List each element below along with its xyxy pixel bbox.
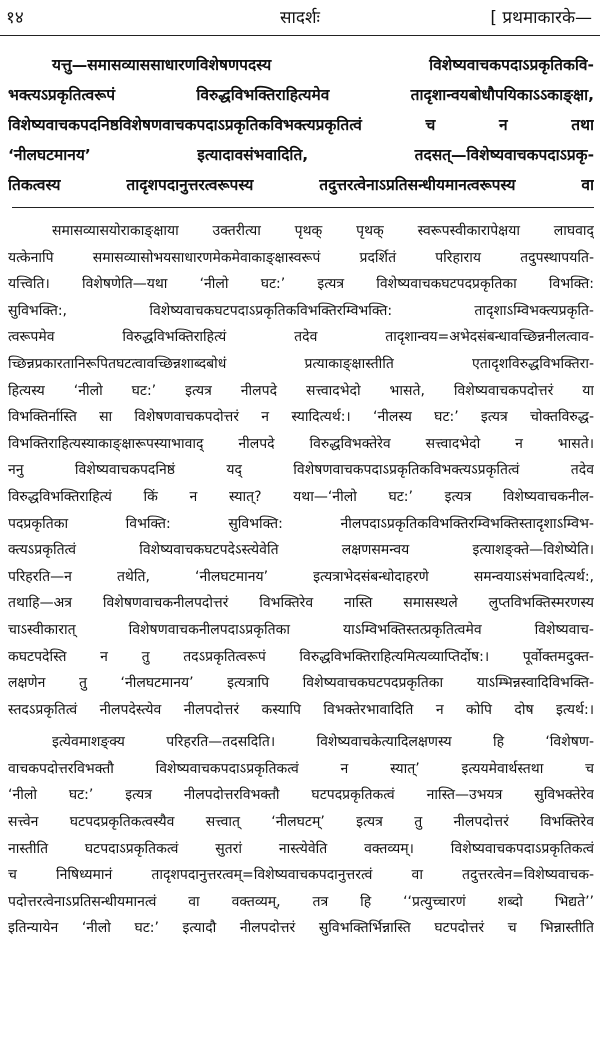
verse-line: ‘नीलघटमानय’ इत्यादावसंभवादिति, तदसत्—विशेष्यवाचकपदाऽप्रकृ- — [8, 146, 594, 164]
commentary-line: पदोत्तरत्वेनाऽप्रतिसन्धीयमानत्वं वा वक्तव्यम्, तत्र हि ‘‘प्रत्युच्चारणं शब्दो भिद्यते’’ — [8, 893, 594, 910]
commentary-line: हित्यस्य ‘नीलो घट:’ इत्यत्र नीलपदे सत्त्वादभेदो भासते, विशेष्यवाचकपदोत्तरं या — [8, 382, 594, 399]
commentary-line: विरुद्धविभक्तिराहित्यं किं न स्यात्? यथा—‘नीलो घट:’ इत्यत्र विशेष्यवाचकनील- — [8, 488, 594, 505]
commentary-line: कघटपदेस्ति न तु तदऽप्रकृतित्वरूपं विरुद्धविभक्तिराहित्यमित्यव्याप्तिर्दोष:। पूर्वोक्तमदुक्त- — [8, 648, 594, 665]
commentary-line: ननु विशेष्यवाचकपदनिष्ठं यद् विशेषणवाचकपदाऽप्रकृतिकविभक्त्यऽप्रकृतित्वं तदेव — [8, 462, 594, 479]
commentary-line: ‘नीलो घट:’ इत्यत्र नीलपदोत्तरविभक्तौ घटपदप्रकृतिकत्वं नास्ति—उभयत्र सुविभक्तेरेव — [8, 787, 594, 804]
commentary-line: वाचकपदोत्तरविभक्तौ विशेष्यवाचकपदाऽप्रकृतिकत्वं न स्यात्’ इत्ययमेवार्थस्तथा च — [8, 760, 594, 777]
commentary-line: यत्त्विति। विशेषणेति—यथा ‘नीलो घट:’ इत्यत्र विशेष्यवाचकघटपदप्रकृतिका विभक्ति: — [8, 276, 594, 293]
commentary-line: चाऽस्वीकारात् विशेषणवाचकनीलपदाऽप्रकृतिका याऽम्विभक्तिस्तत्प्रकृतित्वमेव विशेष्यवाच- — [8, 621, 594, 638]
verse-line: भक्त्यऽप्रकृतित्वरूपं विरुद्धविभक्तिराहित्यमेव तादृशान्वयबोधौपयिकाऽऽकाङ्क्षा, — [8, 86, 594, 104]
verse-line: विशेष्यवाचकपदनिष्ठविशेषणवाचकपदाऽप्रकृतिकविभक्त्यप्रकृतित्वं च न तथा — [8, 116, 594, 134]
commentary-line: इत्येवमाशङ्क्य परिहरति—तदसदिति। विशेष्यवाचकेत्यादिलक्षणस्य हि ‘विशेषण- — [52, 734, 594, 751]
commentary-line: क्त्यऽप्रकृतित्वं विशेष्यवाचकघटपदेऽस्त्येवेति लक्षणसमन्वय इत्याशङ्क्ते—विशेष्येति। — [8, 542, 594, 559]
commentary-line: विभक्तिराहित्यस्याकाङ्क्षारूपस्याभावाद् नीलपदे विरुद्धविभक्तेरेव सत्त्वादभेदो न भासते। — [8, 435, 594, 452]
verse-line: तिकत्वस्य तादृशपदानुत्तरत्वरूपस्य तदुत्तरत्वेनाऽप्रतिसन्धीयमानत्वरूपस्य वा — [8, 176, 594, 194]
header-section: [ प्रथमाकारके— — [490, 8, 592, 28]
commentary-line: च्छिन्नप्रकारतानिरूपितघटत्वावच्छिन्नशाब्दबोधं प्रत्याकाङ्क्षास्तीति एतादृशविरुद्धविभक्तिरा- — [8, 355, 594, 372]
commentary-line: लक्षणेन तु ‘नीलघटमानय’ इत्यत्रापि विशेष्यवाचकघटपदप्रकृतिका याऽम्भिन्नस्वादिविभक्ति- — [8, 675, 594, 692]
commentary-line: तथाहि—अत्र विशेषणवाचकनीलपदोत्तरं विभक्तिरेव नास्ति समासस्थले लुप्तविभक्तिस्मरणस्य — [8, 595, 594, 612]
verse-line: यत्तु—समासव्याससाधारणविशेषणपदस्य विशेष्यवाचकपदाऽप्रकृतिकवि- — [52, 56, 594, 74]
section-divider — [12, 207, 594, 208]
commentary-paragraph-1 — [8, 218, 594, 723]
commentary-line: यत्केनापि समासव्यासोभयसाधारणमेकमेवाकाङ्क्षास्वरूपं प्रदर्शितं परिहाराय तदुपस्थापयति- — [8, 249, 594, 266]
commentary-line: स्तदऽप्रकृतित्वं नीलपदेस्त्येव नीलपदोत्तरं कस्यापि विभक्तेरभावादिति न कोपि दोष इत्यर्थ:। — [8, 701, 594, 718]
commentary-block — [8, 218, 594, 942]
commentary-paragraph-2 — [8, 729, 594, 942]
commentary-line: इतिन्यायेन ‘नीलो घट:’ इत्यादौ नीलपदोत्तरं सुविभक्तिर्भिन्नास्ति घटपदोत्तरं च भिन्नास्तीति — [8, 920, 594, 937]
commentary-line: नास्तीति घटपदाऽप्रकृतिकत्वं सुतरां नास्त्येवेति वक्तव्यम्। विशेष्यवाचकपदाऽप्रकृतिकत्वं — [8, 840, 594, 857]
main-text-block — [8, 50, 594, 200]
commentary-line: सत्त्वेन घटपदप्रकृतिकत्वस्यैव सत्त्वात् ‘नीलघटम्’ इत्यत्र तु नीलपदोत्तरं विभक्तिरेव — [8, 814, 594, 831]
commentary-line: विभक्तिर्नास्ति सा विशेषणवाचकपदोत्तरं न स्यादित्यर्थ:। ‘नीलस्य घट:’ इत्यत्र चोक्तविरुद्ध- — [8, 409, 594, 426]
commentary-line: सुविभक्ति:, विशेष्यवाचकघटपदाऽप्रकृतिकविभक्तिरम्विभक्ति: तादृशाऽम्विभक्त्यप्रकृति- — [8, 302, 594, 319]
header-title: सादर्शः — [280, 8, 320, 28]
page-number: १४ — [6, 8, 24, 28]
running-header — [0, 0, 600, 36]
commentary-line: च निषिध्यमानं तादृशपदानुत्तरत्वम्=विशेष्यवाचकपदानुत्तरत्वं वा तदुत्तरत्वेन=विशेष्यवाचक- — [8, 867, 594, 884]
commentary-line: समासव्यासयोराकाङ्क्षाया उक्तरीत्या पृथक् पृथक् स्वरूपस्वीकारापेक्षया लाघवाद् — [52, 223, 594, 239]
commentary-line: त्वरूपमेव विरुद्धविभक्तिराहित्यं तदेव तादृशान्वय=अभेदसंबन्धावच्छिन्ननीलत्वाव- — [8, 329, 594, 346]
commentary-line: पदप्रकृतिका विभक्ति: सुविभक्ति: नीलपदाऽप्रकृतिकविभक्तिरम्विभक्तिस्तादृशाऽम्विभ- — [8, 515, 594, 532]
commentary-line: परिहरति—न तथेति, ‘नीलघटमानय’ इत्यत्राभेदसंबन्धोदाहरणे समन्वयाऽसंभवादित्यर्थ:, — [8, 568, 594, 585]
